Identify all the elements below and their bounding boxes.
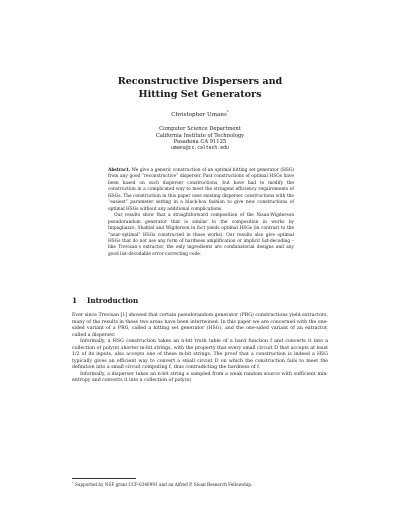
affiliation-dept: Computer Science Department	[159, 126, 241, 132]
footnote	[72, 482, 328, 487]
author-footnote-mark: *	[226, 109, 229, 115]
affiliation-institute: California Institute of Technology	[155, 132, 245, 139]
body-paragraph-2: Informally, a HSG construction takes an n-bit truth table of a hard function f and converts it into a collection of poly(n) shorter m-bit strings, with the property that every small circuit D that accepts at least 1/2 of its inputs, also accepts one of these m-bit strings. The proof that a construction is indeed a HSG typically gives an efficient way to convert a small circuit D on which the construction fails to meet the definition into a small circuit computing f, thus contradicting the hardness of f.	[72, 339, 328, 371]
section-title: Introduction	[87, 296, 139, 305]
paper-title-line-2: Hitting Set Generators	[138, 89, 262, 100]
abstract-text-1: We give a generic construction of an optimal hitting set generator (HSG) from any good “reconstructive” disperser. Past constructions of optimal HSGs have been based on such disperser constructions, but have had to modify the construction in a complicated way to meet the stringent efficiency requirements of HSGs. The construction in this paper uses existing disperser constructions with the “easiest” parameter setting in a black-box fashion to give new constructions of optimal HSGs without any additional complications.	[108, 168, 294, 212]
author	[0, 109, 400, 119]
affiliation-city: Pasadena CA 91125	[173, 139, 227, 146]
section-heading	[72, 296, 138, 305]
section-number: 1	[72, 296, 78, 305]
abstract-paragraph-2: Our results show that a straightforward composition of the Nisan-Wigderson pseudorandom generator that is similar to the composition in works by Impagliazzo, Shaltiel and Wigderson in fact yields optimal HSGs (in contrast to the “near-optimal” HSGs constructed in those works). Our results also give optimal HSGs that do not use any form of hardness amplification or implicit list-decoding – like Trevisan’s extractor, the only ingredients are combinatorial designs and any good list-decodable error-correcting code.	[108, 213, 294, 257]
body-paragraph-3: Informally, a disperser takes an n-bit string x sampled from a weak random source with sufficient min-entropy and converts it into a collection of poly(n)	[72, 371, 328, 384]
abstract-label: Abstract.	[108, 168, 131, 173]
body-text	[72, 313, 328, 385]
body-paragraph-1: Ever since Trevisan [1] showed that certain pseudorandom generator (PRG) constructions yield extractors, many of the results in these two areas have been intertwined. In this paper we are concerned with the one-sided variant of a PRG, called a hitting set generator (HSG), and the one-sided variant of an extractor, called a disperser.	[72, 313, 328, 338]
author-name: Christopher Umans	[171, 112, 227, 118]
abstract-paragraph-1	[108, 168, 294, 213]
footnote-rule	[72, 478, 136, 479]
footnote-mark: *	[72, 480, 74, 485]
abstract	[108, 168, 294, 258]
footnote-text: Supported by NSF grant CCF-0346991 and an Alfred P. Sloan Research Fellowship.	[74, 482, 253, 487]
paper-title-line-1: Reconstructive Dispersers and	[117, 76, 283, 87]
author-email: umans@cs.caltech.edu	[171, 145, 229, 151]
